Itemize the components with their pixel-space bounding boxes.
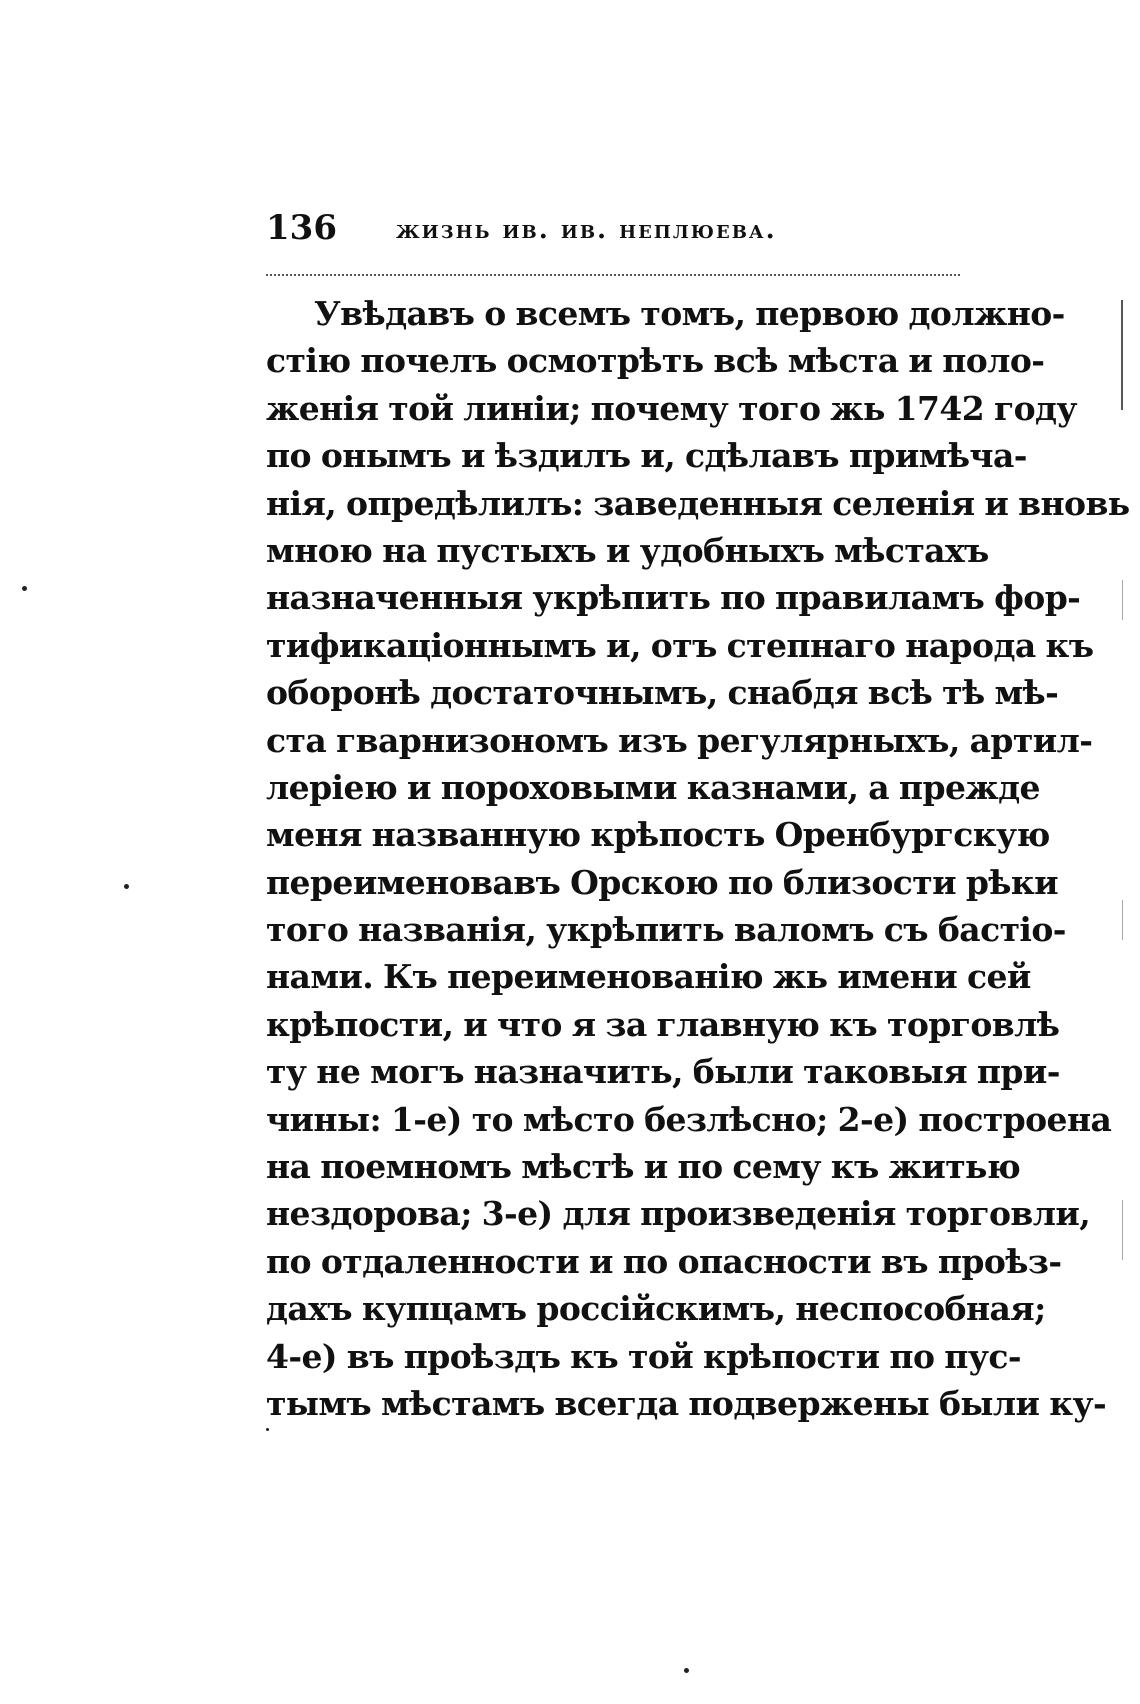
scan-edge-line	[1122, 580, 1123, 620]
text-line: 4-е) въ проѣздъ къ той крѣпости по пус-	[266, 1336, 1021, 1376]
scan-speck	[22, 586, 27, 591]
text-line: переименовавъ Орскою по близости рѣки	[266, 862, 1059, 902]
page-number: 136	[266, 208, 337, 248]
scan-edge-line	[1121, 300, 1123, 410]
text-line: назначенныя укрѣпить по правиламъ фор-	[266, 578, 1081, 618]
text-line: на поемномъ мѣстѣ и по сему къ житью	[266, 1147, 1021, 1187]
text-line: нія, опредѣлилъ: заведенныя селенія и вновь	[266, 483, 1130, 523]
text-line: дахъ купцамъ россійскимъ, неспособная;	[266, 1289, 1046, 1329]
text-line: стію почелъ осмотрѣть всѣ мѣста и поло-	[266, 341, 1045, 381]
text-line: по онымъ и ѣздилъ и, сдѣлавъ примѣча-	[266, 436, 1027, 476]
text-line: Увѣдавъ о всемъ томъ, первою должно-	[314, 294, 1065, 333]
text-line: меня названную крѣпость Оренбургскую	[266, 815, 1050, 855]
text-line: того названія, укрѣпить валомъ съ бастіо-	[266, 910, 1066, 950]
scan-edge-line	[1122, 1200, 1123, 1260]
text-line: по отдаленности и по опасности въ проѣз-	[266, 1241, 1062, 1281]
text-line: тификаціоннымъ и, отъ степнаго народа къ	[266, 625, 1094, 665]
text-line: женія той линіи; почему того жь 1742 году	[266, 388, 1077, 428]
text-line: нами. Къ переименованію жь имени сей	[266, 957, 1031, 997]
page-header	[266, 205, 966, 255]
scan-speck	[124, 884, 129, 889]
text-line: ста гварнизономъ изъ регулярныхъ, артил-	[266, 720, 1093, 760]
scan-speck	[684, 1668, 689, 1673]
text-line: чины: 1-е) то мѣсто безлѣсно; 2-е) построена	[266, 1099, 1112, 1139]
scan-speck	[266, 1428, 269, 1431]
text-line: нездорова; 3-е) для произведенія торговли,	[266, 1194, 1091, 1234]
header-rule	[266, 274, 960, 276]
text-line: ту не могъ назначить, были таковыя при-	[266, 1052, 1060, 1092]
scan-edge-line	[1122, 900, 1123, 940]
text-line: леріею и пороховыми казнами, а прежде	[266, 767, 1040, 807]
running-title: жизнь ив. ив. неплюева.	[396, 215, 777, 245]
text-line: мною на пустыхъ и удобныхъ мѣстахъ	[266, 530, 989, 570]
text-line: оборонѣ достаточнымъ, снабдя всѣ тѣ мѣ-	[266, 673, 1059, 713]
body-text	[266, 290, 1130, 1427]
text-line: тымъ мѣстамъ всегда подвержены были ку-	[266, 1383, 1107, 1423]
text-line: крѣпости, и что я за главную къ торговлѣ	[266, 1004, 1060, 1044]
